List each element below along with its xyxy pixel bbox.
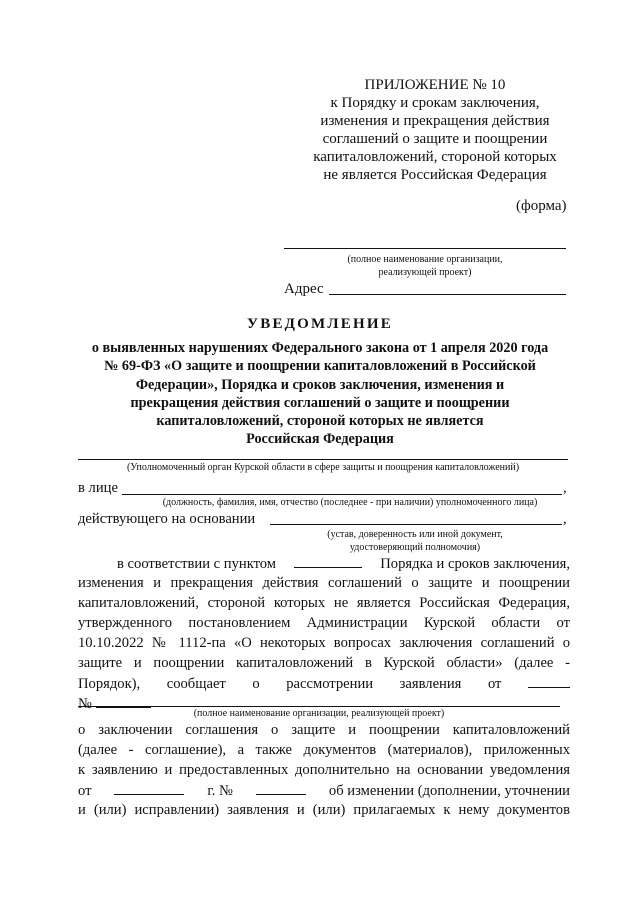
notice-number-blank[interactable] (256, 782, 306, 795)
p1-word: заявления (399, 676, 462, 692)
notice-title: УВЕДОМЛЕНИЕ (247, 316, 393, 332)
p2-line-4 (78, 782, 570, 800)
appendix-line: изменения и прекращения действия (320, 113, 550, 129)
p1-word: о (252, 676, 260, 692)
p2-text: от (78, 783, 92, 799)
basis-label: действующего на основании (78, 511, 256, 527)
p2-text: об изменении (дополнении, уточнении (328, 783, 570, 799)
p1-line-7 (78, 675, 570, 693)
p2-line: к заявлению и предоставленных дополнительно на основании уведомления (78, 762, 570, 778)
basis-caption (300, 528, 530, 554)
basis-comma: , (563, 511, 567, 527)
number-label: № (78, 696, 92, 712)
p1-word: рассмотрении (286, 676, 374, 692)
authority-caption: (Уполномоченный орган Курской области в сфере защиты и поощрения капиталовложений) (126, 462, 520, 473)
clause-number-blank[interactable] (294, 555, 362, 568)
subtitle-line: капиталовложений, стороной которых не является (156, 413, 484, 430)
basis-caption-line: удостоверяющий полномочия) (349, 542, 481, 553)
p1-line-1 (117, 555, 570, 573)
address-line[interactable] (329, 294, 566, 295)
subtitle-line: Федерации», Порядка и сроков заключения, изменения и (135, 376, 505, 393)
authority-line[interactable] (78, 459, 568, 460)
p1-line: капиталовложений, стороной которых не является Российская Федерация, (78, 595, 570, 611)
applicant-org-caption: (полное наименование организации, реализующей проект) (193, 708, 445, 719)
appendix-line: не является Российская Федерация (323, 167, 547, 183)
in-person-comma: , (563, 480, 567, 496)
p1-line: 10.10.2022 № 1112-па «О некоторых вопросах заключения соглашений о (78, 635, 570, 651)
appendix-block (300, 76, 570, 184)
p1-line: изменения и прекращения действия соглашений о защите и поощрении (78, 575, 570, 591)
org-caption-line: реализующей проект) (378, 267, 472, 278)
org-caption-line: (полное наименование организации, (347, 254, 503, 265)
applicant-org-line[interactable] (78, 706, 560, 707)
p1-text: в соответствии с пунктом (117, 556, 277, 572)
in-person-line[interactable] (122, 494, 562, 495)
appendix-line: соглашений о защите и поощрении (322, 131, 548, 147)
address-label: Адрес (284, 281, 324, 297)
application-date-blank[interactable] (528, 675, 570, 688)
basis-caption-line: (устав, доверенность или иной документ, (327, 529, 503, 540)
p2-text: г. № (207, 783, 233, 799)
p2-line: и (или) исправлении) заявления и (или) прилагаемых к нему документов (78, 802, 570, 818)
subtitle-line: о выявленных нарушениях Федерального закона от 1 апреля 2020 года (91, 340, 549, 356)
p1-word: от (487, 676, 502, 692)
form-label: (форма) (516, 198, 567, 214)
notice-subtitle (70, 339, 570, 449)
appendix-line: капиталовложений, стороной которых (313, 149, 557, 165)
appendix-number: ПРИЛОЖЕНИЕ № 10 (364, 77, 506, 93)
p1-word: сообщает (166, 676, 226, 692)
p1-line: утвержденного постановлением Администрации Курской области от (78, 615, 570, 631)
p2-line: (далее - соглашение), а также документов (материалов), приложенных (78, 742, 570, 758)
subtitle-line: № 69-ФЗ «О защите и поощрении капиталовложений в Российской (104, 358, 536, 375)
subtitle-line: Российская Федерация (246, 431, 394, 448)
org-name-caption (300, 253, 550, 279)
p1-word: Порядок), (78, 676, 141, 692)
subtitle-line: прекращения действия соглашений о защите и поощрении (130, 394, 510, 411)
in-person-caption: (должность, фамилия, имя, отчество (последнее - при наличии) уполномоченного лица) (162, 497, 538, 508)
p1-text: Порядка и сроков заключения, (380, 556, 570, 572)
basis-line[interactable] (270, 524, 562, 525)
in-person-label: в лице (78, 480, 118, 496)
p1-line: защите и поощрении капиталовложений в Курской области» (далее - (78, 655, 570, 671)
org-name-line[interactable] (284, 248, 566, 249)
p2-line: о заключении соглашения о защите и поощрении капиталовложений (78, 722, 570, 738)
notice-date-blank[interactable] (114, 782, 184, 795)
appendix-line: к Порядку и срокам заключения, (330, 95, 540, 111)
